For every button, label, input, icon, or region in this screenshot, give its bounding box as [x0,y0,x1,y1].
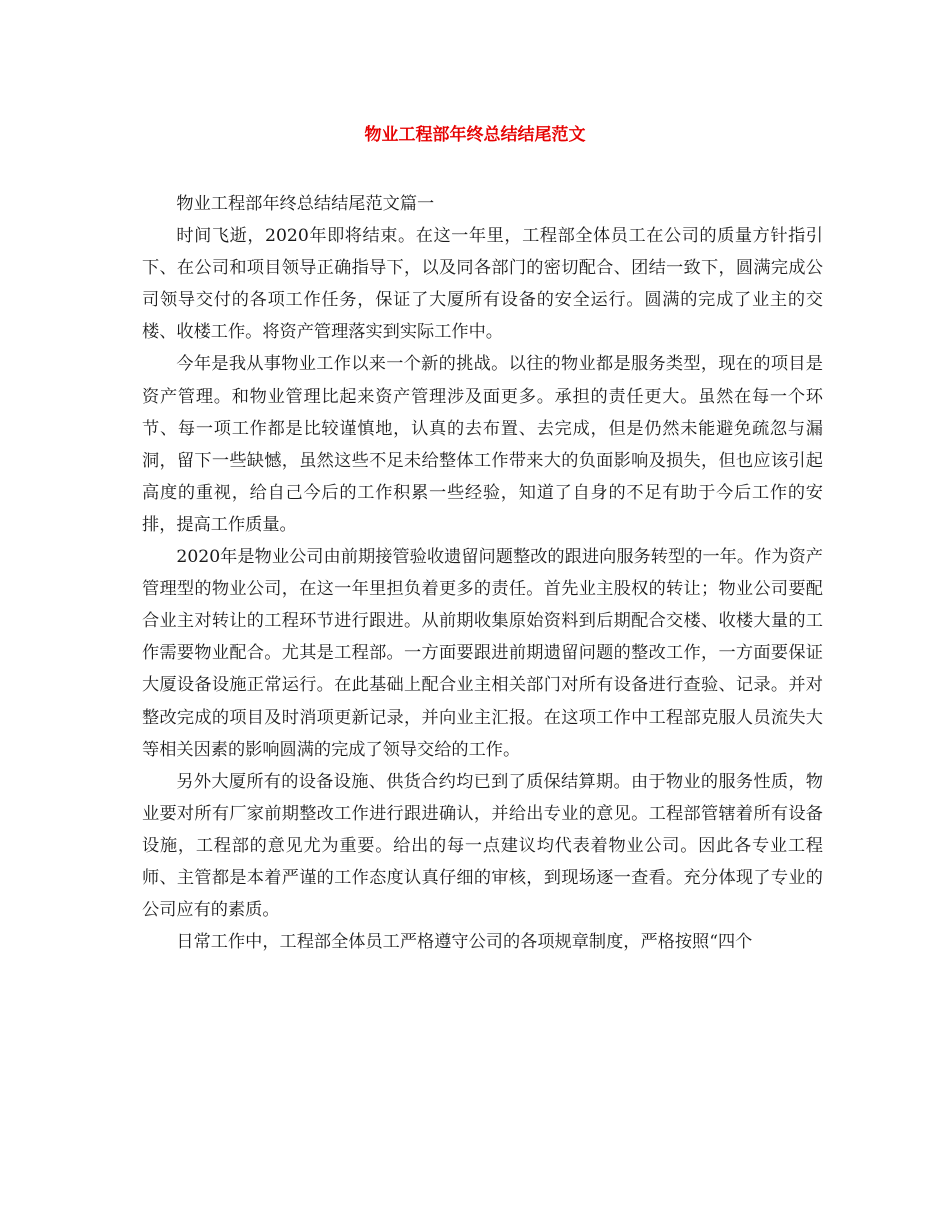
paragraph: 另外大厦所有的设备设施、供货合约均已到了质保结算期。由于物业的服务性质，物业要对所有厂家前期整改工作进行跟进确认，并给出专业的意见。工程部管辖着所有设备设施，工程部的意见尤为重要。给出的每一点建议均代表着物业公司。因此各专业工程师、主管都是本着严谨的工作态度认真仔细的审核，到现场逐一查看。充分体现了专业的公司应有的素质。 [142,771,823,921]
document-body [142,188,823,958]
paragraph-heading: 物业工程部年终总结结尾范文篇一 [176,194,435,214]
paragraph: 日常工作中，工程部全体员工严格遵守公司的各项规章制度，严格按照“四个 [176,932,753,953]
paragraph: 时间飞逝，2020年即将结束。在这一年里，工程部全体员工在公司的质量方针指引下、在公司和项目领导正确指导下，以及同各部门的密切配合、团结一致下，圆满完成公司领导交付的各项工作任务，保证了大厦所有设备的安全运行。圆满的完成了业主的交楼、收楼工作。将资产管理落实到实际工作中。 [142,226,823,343]
paragraph: 今年是我从事物业工作以来一个新的挑战。以往的物业都是服务类型，现在的项目是资产管理。和物业管理比起来资产管理涉及面更多。承担的责任更大。虽然在每一个环节、每一项工作都是比较谨慎地，认真的去布置、去完成，但是仍然未能避免疏忽与漏洞，留下一些缺憾，虽然这些不足未给整体工作带来大的负面影响及损失，但也应该引起高度的重视，给自己今后的工作积累一些经验，知道了自身的不足有助于今后工作的安排，提高工作质量。 [142,354,823,535]
paragraph: 2020年是物业公司由前期接管验收遗留问题整改的跟进向服务转型的一年。作为资产管理型的物业公司，在这一年里担负着更多的责任。首先业主股权的转让；物业公司要配合业主对转让的工程环节进行跟进。从前期收集原始资料到后期配合交楼、收楼大量的工作需要物业配合。尤其是工程部。一方面要跟进前期遗留问题的整改工作，一方面要保证大厦设备设施正常运行。在此基础上配合业主相关部门对所有设备进行查验、记录。并对整改完成的项目及时消项更新记录，并向业主汇报。在这项工作中工程部克服人员流失大等相关因素的影响圆满的完成了领导交给的工作。 [142,547,823,760]
document-title: 物业工程部年终总结结尾范文 [364,125,586,145]
